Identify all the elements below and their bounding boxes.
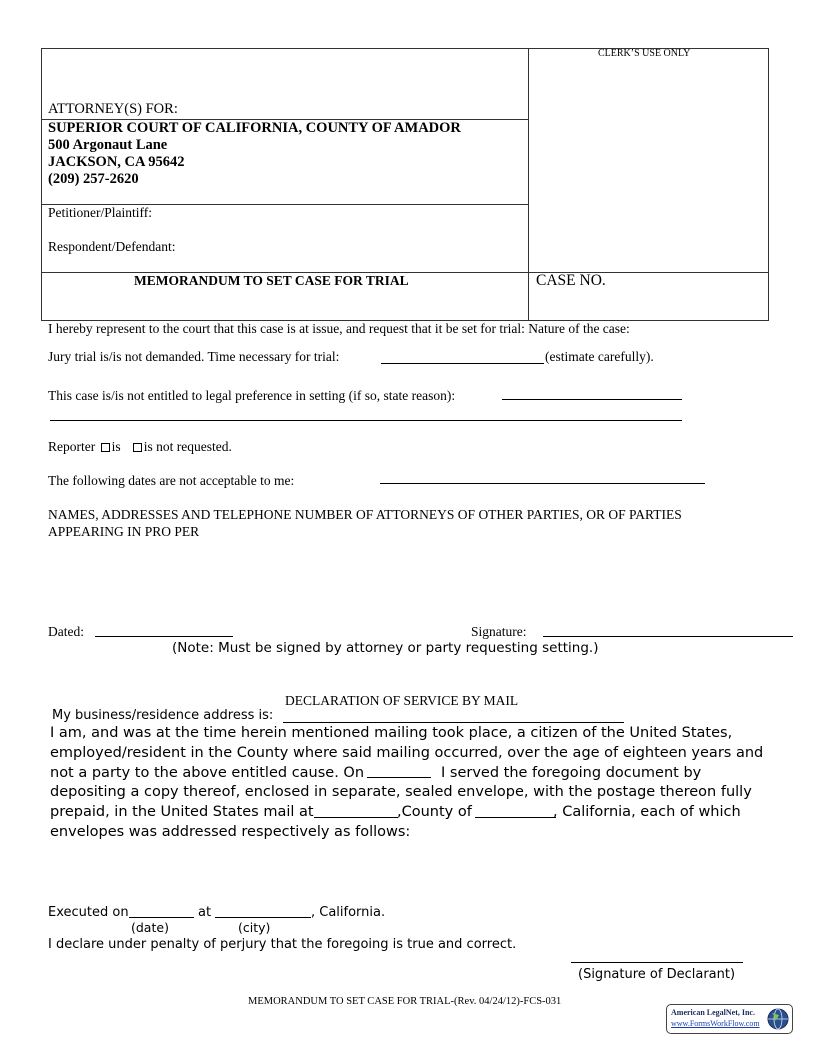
- reporter-row: [48, 439, 232, 455]
- declaration-line-5b: ,County of: [397, 804, 472, 820]
- unacceptable-dates-field[interactable]: [380, 483, 705, 484]
- attorney-label: ATTORNEY(S) FOR:: [48, 101, 178, 117]
- address-field[interactable]: [283, 722, 624, 723]
- executed-label: Executed on: [48, 905, 129, 920]
- court-city: JACKSON, CA 95642: [48, 154, 185, 170]
- signature-field[interactable]: [543, 636, 793, 637]
- perjury-statement: I declare under penalty of perjury that the foregoing is true and correct.: [48, 937, 517, 952]
- dated-label: Dated:: [48, 624, 84, 639]
- form-code: MEMORANDUM TO SET CASE FOR TRIAL-(Rev. 04/24/12)-FCS-031: [248, 996, 562, 1007]
- logo-url[interactable]: www.FormsWorkFlow.com: [671, 1019, 760, 1028]
- declaration-line-3b: I served the foregoing document by: [441, 765, 702, 781]
- executed-california: , California.: [311, 905, 386, 920]
- reporter-is-not-checkbox[interactable]: [133, 443, 142, 452]
- service-date-field[interactable]: [367, 777, 431, 778]
- mail-county-field[interactable]: [475, 817, 556, 818]
- reporter-label: Reporter: [48, 439, 96, 454]
- reporter-is-checkbox[interactable]: [101, 443, 110, 452]
- mail-city-field[interactable]: [314, 817, 398, 818]
- unacceptable-dates-text: The following dates are not acceptable to me:: [48, 473, 295, 488]
- case-number-label: CASE NO.: [536, 272, 606, 289]
- legalnet-logo[interactable]: [666, 1004, 793, 1034]
- other-parties-heading-1: NAMES, ADDRESSES AND TELEPHONE NUMBER OF ATTORNEYS OF OTHER PARTIES, OR OF PARTIES: [48, 507, 682, 522]
- signature-label: Signature:: [471, 624, 527, 639]
- declaration-line-2: employed/resident in the County where said mailing occurred, over the age of eighteen years and: [50, 745, 764, 761]
- address-label: My business/residence address is:: [52, 708, 274, 723]
- intro-text: I hereby represent to the court that this case is at issue, and request that it be set for trial: Nature of the case:: [48, 321, 630, 336]
- declaration-line-1: I am, and was at the time herein mentioned mailing took place, a citizen of the United States,: [50, 725, 733, 741]
- trial-time-field[interactable]: [381, 363, 544, 364]
- other-parties-heading-2: APPEARING IN PRO PER: [48, 524, 200, 539]
- clerk-use-label: CLERK’S USE ONLY: [598, 48, 691, 59]
- preference-reason-line2[interactable]: [50, 420, 682, 421]
- preference-reason-field[interactable]: [502, 399, 682, 400]
- respondent-label: Respondent/Defendant:: [48, 239, 176, 254]
- declaration-line-5c: , California, each of which: [553, 804, 741, 820]
- dated-field[interactable]: [95, 636, 233, 637]
- petitioner-label: Petitioner/Plaintiff:: [48, 205, 152, 220]
- executed-city-field[interactable]: [215, 917, 311, 918]
- declaration-line-4: depositing a copy thereof, enclosed in separate, sealed envelope, with the postage thereon fully: [50, 784, 752, 800]
- globe-icon: [767, 1008, 789, 1030]
- declarant-signature-field[interactable]: [571, 962, 743, 963]
- court-phone: (209) 257-2620: [48, 171, 139, 187]
- logo-company-name: American LegalNet, Inc.: [671, 1008, 755, 1017]
- reporter-is-label: is: [111, 439, 121, 454]
- executed-at-label: at: [198, 905, 212, 920]
- declarant-signature-caption: (Signature of Declarant): [578, 967, 736, 982]
- reporter-is-not-label: is not requested.: [143, 439, 232, 454]
- declaration-title: DECLARATION OF SERVICE BY MAIL: [285, 693, 519, 708]
- date-caption: (date): [131, 920, 169, 935]
- header-divider: [528, 48, 529, 321]
- city-caption: (city): [238, 920, 271, 935]
- court-name: SUPERIOR COURT OF CALIFORNIA, COUNTY OF AMADOR: [48, 120, 461, 136]
- signature-note: (Note: Must be signed by attorney or party requesting setting.): [172, 640, 599, 656]
- executed-date-field[interactable]: [129, 917, 194, 918]
- jury-trial-text: Jury trial is/is not demanded. Time necessary for trial:: [48, 349, 340, 364]
- declaration-line-5a: prepaid, in the United States mail at: [50, 804, 314, 820]
- court-street: 500 Argonaut Lane: [48, 137, 168, 153]
- estimate-text: (estimate carefully).: [545, 349, 654, 364]
- form-title: MEMORANDUM TO SET CASE FOR TRIAL: [134, 273, 409, 288]
- declaration-line-6: envelopes was addressed respectively as follows:: [50, 824, 411, 840]
- preference-text: This case is/is not entitled to legal preference in setting (if so, state reason):: [48, 388, 456, 403]
- declaration-line-3a: not a party to the above entitled cause. On: [50, 765, 365, 781]
